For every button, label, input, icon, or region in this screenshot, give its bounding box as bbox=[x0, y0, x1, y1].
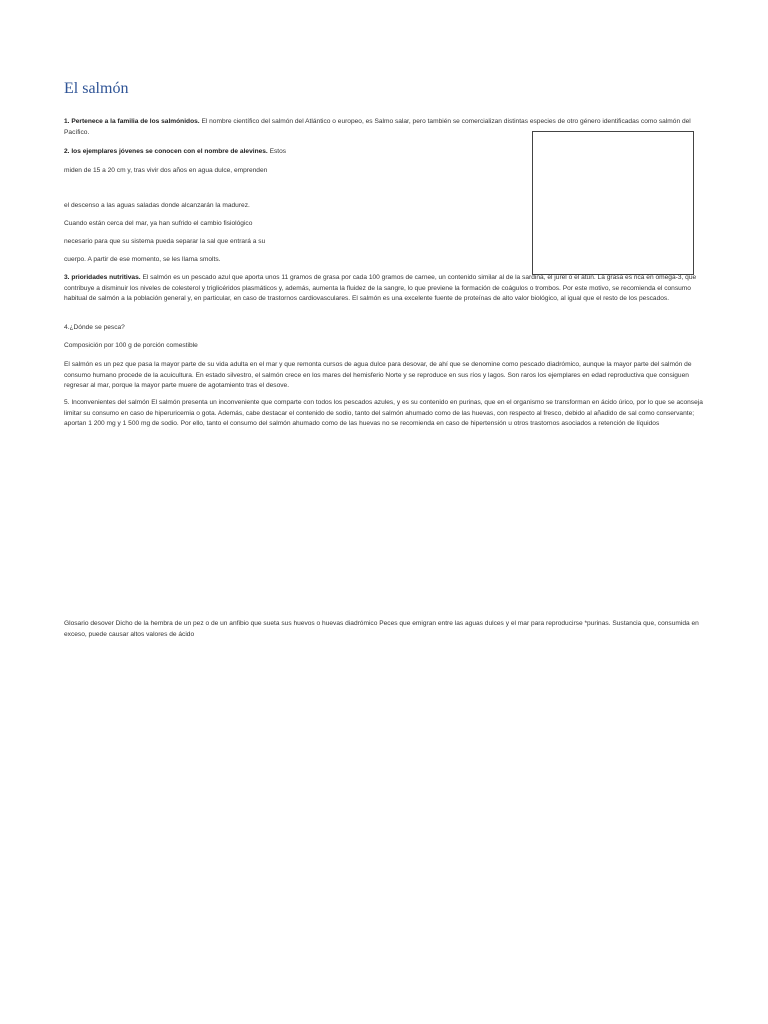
section-3-heading: 3. prioridades nutritivas. bbox=[64, 274, 141, 281]
image-placeholder bbox=[532, 131, 694, 275]
section-1-heading: 1. Pertenece a la familia de los salmónidos. bbox=[64, 118, 200, 125]
section-2-heading: 2. los ejemplares jóvenes se conocen con el nombre de alevines. bbox=[64, 148, 268, 155]
section-1-text: El nombre científico del salmón del Atlántico o europeo, es Salmo salar, pero también se comercializan distintas especies de otro género identificadas como salmón del Pacífico. bbox=[64, 118, 691, 136]
section-2-line-4: Cuando están cerca del mar, ya han sufrido el cambio fisiológico bbox=[64, 220, 253, 227]
section-2-line-2: miden de 15 a 20 cm y, tras vivir dos años en agua dulce, emprenden bbox=[64, 167, 268, 174]
section-2-line-6: cuerpo. A partir de ese momento, se les llama smolts. bbox=[64, 256, 221, 263]
section-2-line-1: Estos bbox=[269, 148, 287, 155]
section-3-text: El salmón es un pescado azul que aporta unos 11 gramos de grasa por cada 100 gramos de carnee, un contenido similar al de la sardina, el jurel o el atún. La grasa es rica en omega-3, que contribuye a disminuir los niveles de colesterol y triglicéridos plasmáticos y, además, aumenta la fluidez de la sangre, lo que previene la formación de coágulos o trombos. Por este motivo, se recomienda el consumo habitual de salmón a la población general y, en particular, en caso de trastornos cardiovasculares. El salmón es una excelente fuente de proteínas de alto valor biológico, al igual que el resto de los pescados. bbox=[64, 274, 697, 302]
section-4-heading: 4.¿Dónde se pesca? bbox=[64, 324, 125, 331]
section-2-heading-line bbox=[64, 147, 524, 158]
section-2-line-5: necesario para que su sistema pueda separar la sal que entrará a su bbox=[64, 238, 266, 245]
composition-caption: Composición por 100 g de porción comestible bbox=[64, 342, 198, 349]
glossary: Glosario desover Dicho de la hembra de un pez o de un anfibio que sueta sus huevos o huevas diadrómico Peces que emigran entre las aguas dulces y el mar para reproducirse *purinas. Sustancia que, consumida en exceso, puede causar altos valores de ácido bbox=[64, 620, 699, 638]
section-2-line-3: el descenso a las aguas saladas donde alcanzarán la madurez. bbox=[64, 202, 250, 209]
document-title: El salmón bbox=[64, 80, 129, 97]
section-5-text: 5. Inconvenientes del salmón El salmón presenta un inconveniente que comparte con todos los pescados azules, y es su contenido en purinas, que en el organismo se transforman en ácido úrico, por lo que se aconseja limitar su consumo en caso de hiperuricemia o gota. Además, cabe destacar el contenido de sodio, tanto del salmón ahumado como de las huevas, con respecto al fresco, debido al añadido de sal como conservante; aportan 1 200 mg y 1 500 mg de sodio. Por ello, tanto el consumo del salmón ahumado como de las huevas no se recomienda en caso de hipertensión u otros trastornos asociados a retención de líquidos bbox=[64, 399, 703, 427]
section-4-text: El salmón es un pez que pasa la mayor parte de su vida adulta en el mar y que remonta cursos de agua dulce para desovar, de ahí que se denomine como pescado diadrómico, aunque la mayor parte del salmón de consumo humano procede de la acuicultura. En estado silvestro, el salmón crece en los mares del hemisferio Norte y se reproduce en sus ríos y lagos. Son raros los ejemplares en edad reproductiva que consiguen regresar al mar, porque la mayor parte muere de agotamiento tras el desove. bbox=[64, 361, 692, 389]
section-3 bbox=[64, 273, 704, 305]
